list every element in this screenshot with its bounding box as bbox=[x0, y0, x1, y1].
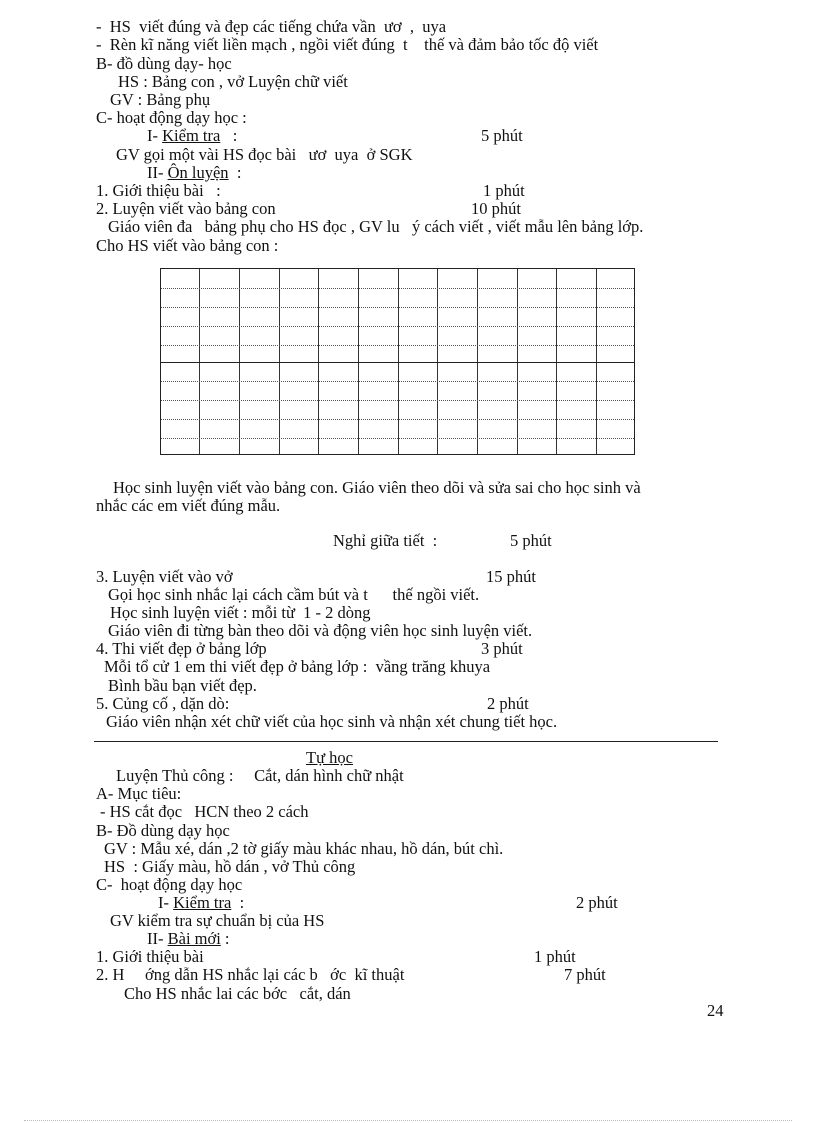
review-heading: II- Ôn luyện : bbox=[147, 163, 242, 182]
step-5-wrapup: 5. Củng cố , dặn dò: bbox=[96, 694, 230, 713]
step-2-duration: 10 phút bbox=[471, 199, 521, 218]
writing-practice-grid bbox=[160, 268, 635, 455]
objective-line-2: - Rèn kĩ năng viết liền mạch , ngồi viết đúng t thế và đảm bảo tốc độ viết bbox=[96, 35, 599, 54]
craft-lesson-title: Luyện Thủ công : Cắt, dán hình chữ nhật bbox=[116, 766, 404, 785]
craft-check-duration: 2 phút bbox=[576, 893, 618, 912]
section-b-heading: B- đồ dùng dạy- học bbox=[96, 54, 232, 73]
craft-materials-hs: HS : Giấy màu, hồ dán , vở Thủ công bbox=[104, 857, 356, 876]
step-3-notebook: 3. Luyện viết vào vở bbox=[96, 567, 233, 586]
craft-section-b: B- Đồ dùng dạy học bbox=[96, 821, 230, 840]
step-5-line-1: Giáo viên nhận xét chữ viết của học sinh và nhận xét chung tiết học. bbox=[106, 712, 558, 731]
step-3-line-3: Giáo viên đi từng bàn theo dõi và động viên học sinh luyện viết. bbox=[108, 621, 533, 640]
step-2-instruction: Cho HS viết vào bảng con : bbox=[96, 236, 279, 255]
craft-step-2-duration: 7 phút bbox=[564, 965, 606, 984]
craft-section-c: C- hoạt động dạy học bbox=[96, 875, 243, 894]
step-2-description: Giáo viên đa bảng phụ cho HS đọc , GV lu ý cách viết , viết mẫu lên bảng lớp. bbox=[108, 217, 644, 236]
step-2-board: 2. Luyện viết vào bảng con bbox=[96, 199, 276, 218]
craft-section-a: A- Mục tiêu: bbox=[96, 784, 182, 803]
break-heading: Nghỉ giữa tiết : bbox=[333, 531, 438, 550]
craft-new-lesson-heading: II- Bài mới : bbox=[147, 929, 230, 948]
step-1-intro: 1. Giới thiệu bài : bbox=[96, 181, 221, 200]
check-duration: 5 phút bbox=[481, 126, 523, 145]
craft-check-activity: GV kiểm tra sự chuẩn bị của HS bbox=[110, 911, 325, 930]
craft-objective: - HS cắt đọc HCN theo 2 cách bbox=[100, 802, 309, 821]
step-4-line-2: Bình bầu bạn viết đẹp. bbox=[108, 676, 257, 695]
step-4-contest: 4. Thi viết đẹp ở bảng lớp bbox=[96, 639, 267, 658]
craft-materials-gv: GV : Mẫu xé, dán ,2 tờ giấy màu khác nhau, hồ dán, bút chì. bbox=[104, 839, 504, 858]
step-1-duration: 1 phút bbox=[483, 181, 525, 200]
section-divider bbox=[94, 741, 718, 742]
break-duration: 5 phút bbox=[510, 531, 552, 550]
step-5-duration: 2 phút bbox=[487, 694, 529, 713]
craft-step-1-duration: 1 phút bbox=[534, 947, 576, 966]
step-3-line-1: Gọi học sinh nhắc lại cách cầm bút và t thế ngồi viết. bbox=[108, 585, 480, 604]
page-number: 24 bbox=[707, 1001, 724, 1020]
materials-gv: GV : Bảng phụ bbox=[110, 90, 211, 109]
craft-check-heading: I- Kiểm tra : bbox=[158, 893, 245, 912]
craft-step-2: 2. H ớng dẫn HS nhắc lại các b ớc kĩ thuật bbox=[96, 965, 405, 984]
self-study-title: Tự học bbox=[306, 748, 353, 767]
craft-step-1: 1. Giới thiệu bài bbox=[96, 947, 204, 966]
step-3-line-2: Học sinh luyện viết : mỗi từ 1 - 2 dòng bbox=[110, 603, 371, 622]
objective-line-1: - HS viết đúng và đẹp các tiếng chứa vần ươ , uya bbox=[96, 17, 447, 36]
practice-paragraph-line-2: nhắc các em viết đúng mẫu. bbox=[96, 496, 281, 515]
check-activity: GV gọi một vài HS đọc bài ươ uya ở SGK bbox=[116, 145, 413, 164]
check-heading: I- Kiểm tra : bbox=[147, 126, 238, 145]
section-c-heading: C- hoạt động dạy học : bbox=[96, 108, 247, 127]
practice-paragraph-line-1: Học sinh luyện viết vào bảng con. Giáo viên theo dõi và sửa sai cho học sinh và bbox=[113, 478, 641, 497]
craft-step-2-line-1: Cho HS nhắc lai các bớc cắt, dán bbox=[124, 984, 351, 1003]
step-3-duration: 15 phút bbox=[486, 567, 536, 586]
page-bottom-border bbox=[24, 1120, 792, 1121]
step-4-duration: 3 phút bbox=[481, 639, 523, 658]
step-4-line-1: Mỗi tổ cử 1 em thi viết đẹp ở bảng lớp : vầng trăng khuya bbox=[104, 657, 491, 676]
materials-hs: HS : Bảng con , vở Luyện chữ viết bbox=[118, 72, 348, 91]
